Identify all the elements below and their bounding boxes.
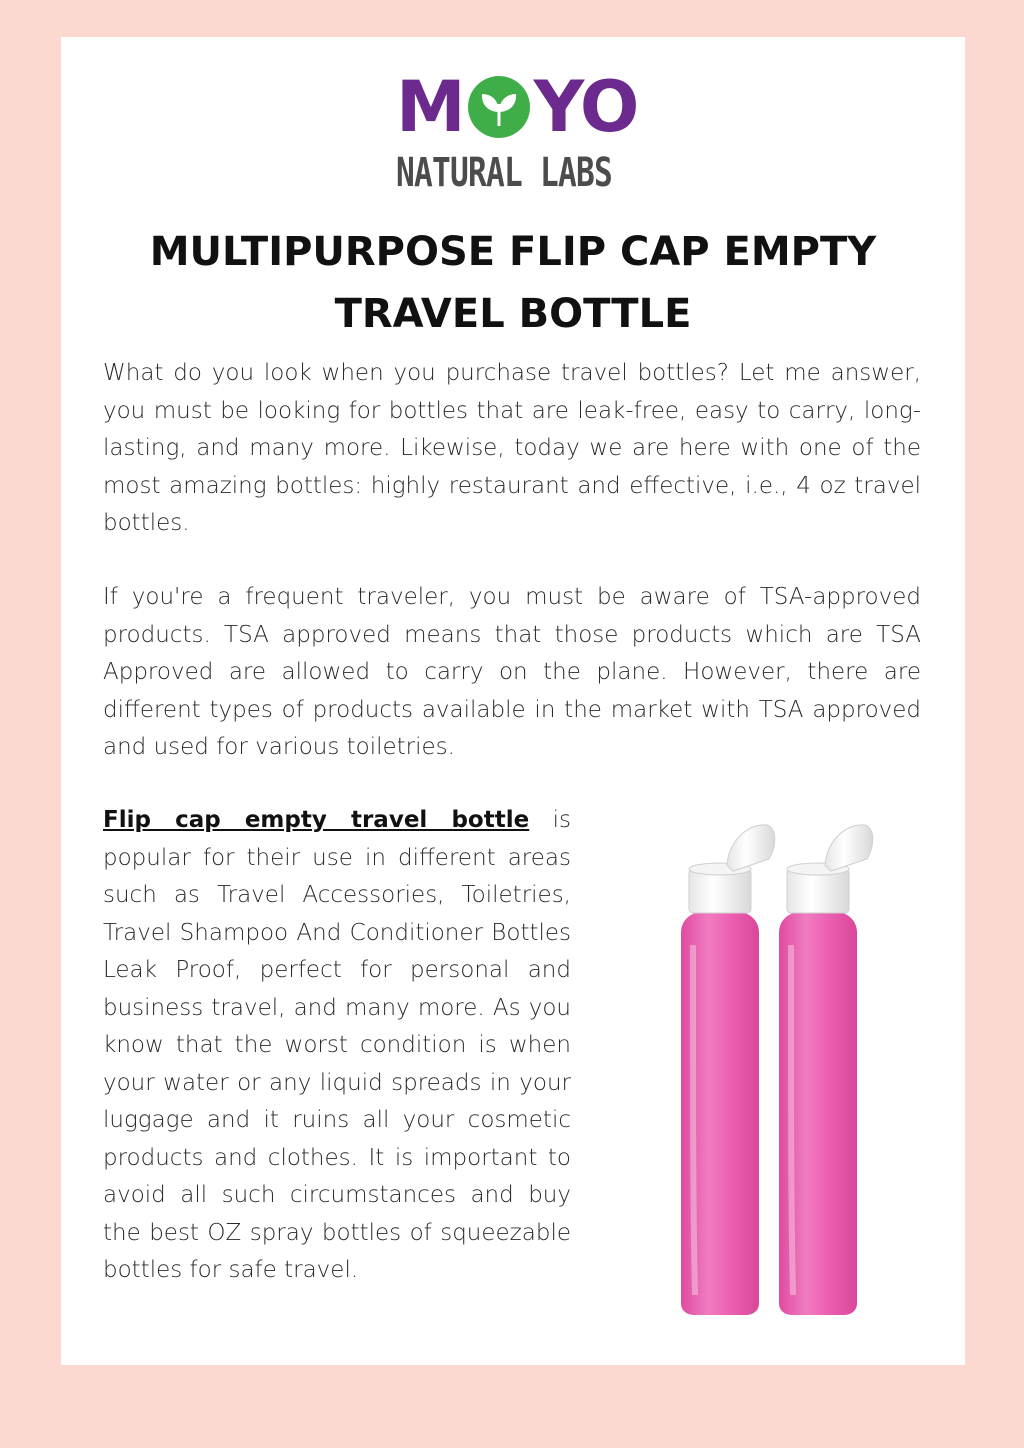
flip-cap-bottle-link[interactable]: Flip cap empty travel bottle bbox=[103, 807, 530, 833]
tsa-paragraph: If you're a frequent traveler, you must be aware of TSA-approved products. TSA approved means that those products which are TSA Approved are allowed to carry on the plane. However, there are different types of products available in the market with TSA approved and used for various toiletries. bbox=[103, 584, 921, 760]
bottle-left bbox=[681, 825, 775, 1315]
page-card bbox=[61, 37, 965, 1365]
intro-paragraph: What do you look when you purchase travel bottles? Let me answer, you must be looking for bottles that are leak-free, easy to carry, long-lasting, and many more. Likewise, today we are here with one of the most amazing bottles: highly restaurant and effective, i.e., 4 oz travel bottles. bbox=[103, 360, 921, 536]
page-title: MULTIPURPOSE FLIP CAP EMPTY TRAVEL BOTTLE bbox=[149, 229, 877, 337]
logo-letters-yo: YO bbox=[533, 66, 638, 148]
moyo-logo bbox=[396, 66, 638, 197]
logo-wordmark-top bbox=[396, 66, 638, 148]
logo-letter-m: M bbox=[396, 66, 464, 148]
flip-cap-paragraph bbox=[103, 802, 571, 1290]
logo-wordmark-bottom: NATURAL LABS bbox=[396, 150, 613, 196]
leaf-in-circle-icon bbox=[466, 74, 532, 140]
pink-bottles-image bbox=[649, 815, 899, 1315]
bottle-right bbox=[779, 825, 873, 1315]
flip-cap-paragraph-text: is popular for their use in different areas such as Travel Accessories, Toiletries, Travel Shampoo And Conditioner Bottles Leak Proof, perfect for personal and business travel, and many more. As you know that the worst condition is when your water or any liquid spreads in your luggage and it ruins all your cosmetic products and clothes. It is important to avoid all such circumstances and buy the best OZ spray bottles of squeezable bottles for safe travel. bbox=[103, 807, 571, 1283]
